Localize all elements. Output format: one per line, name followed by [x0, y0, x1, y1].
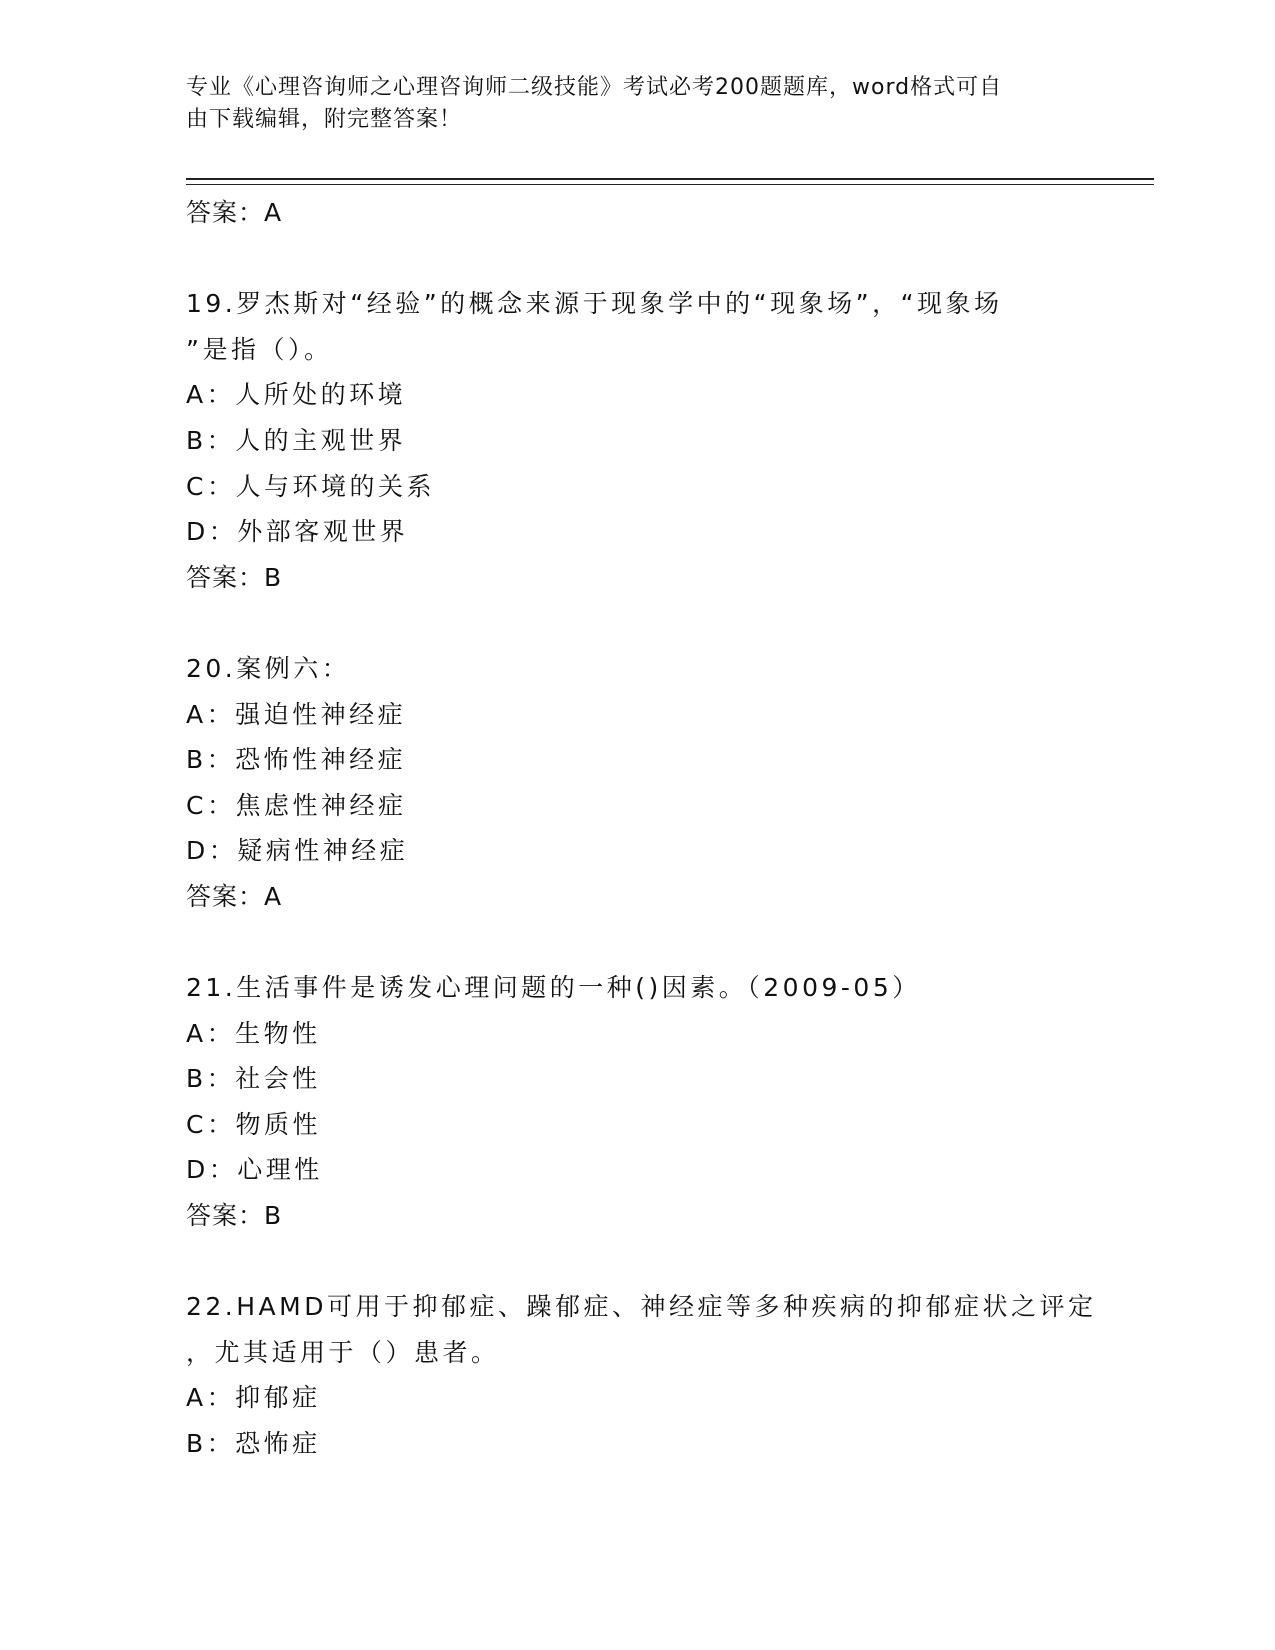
spacer — [186, 1239, 1086, 1285]
question-block — [186, 1284, 1097, 1466]
option-b: B：恐怖症 — [186, 1429, 321, 1459]
spacer — [186, 600, 1086, 646]
question-stem: 22.HAMD可用于抑郁症、躁郁症、神经症等多种疾病的抑郁症状之评定 — [186, 1292, 1097, 1322]
option-d: D：外部客观世界 — [186, 517, 409, 547]
header-rule-thick — [186, 178, 1154, 180]
spacer — [186, 920, 1086, 966]
question-block — [186, 965, 1086, 1239]
header-rule-thin — [186, 184, 1154, 185]
spacer — [186, 236, 1086, 282]
header-line-2: 由下载编辑，附完整答案！ — [186, 107, 463, 132]
question-stem: 19.罗杰斯对“经验”的概念来源于现象学中的“现象场”，“现象场 — [186, 289, 1003, 319]
option-c: C：人与环境的关系 — [186, 471, 435, 501]
document-body — [186, 190, 1097, 1467]
option-a: A：强迫性神经症 — [186, 699, 407, 729]
answer-line: 答案：B — [186, 562, 283, 592]
option-b: B：人的主观世界 — [186, 425, 407, 455]
option-a: A：抑郁症 — [186, 1383, 321, 1413]
answer-line: 答案：A — [186, 881, 283, 911]
answer-line: 答案：A — [186, 198, 283, 227]
option-a: A：人所处的环境 — [186, 380, 407, 410]
question-block — [186, 281, 1086, 600]
option-d: D：心理性 — [186, 1155, 323, 1185]
option-d: D：疑病性神经症 — [186, 836, 409, 866]
option-c: C：焦虑性神经症 — [186, 790, 407, 820]
question-stem: 20.案例六： — [186, 653, 351, 683]
question-stem: 21.生活事件是诱发心理问题的一种()因素。（2009-05） — [186, 973, 921, 1003]
header-line-1: 专业《心理咨询师之心理咨询师二级技能》考试必考200题题库，word格式可自 — [186, 75, 1003, 100]
document-header — [186, 72, 1086, 136]
question-stem-cont: ”是指（）。 — [186, 334, 333, 364]
option-b: B：恐怖性神经症 — [186, 745, 407, 775]
question-stem-cont: ，尤其适用于（）患者。 — [186, 1337, 500, 1367]
answer-line: 答案：B — [186, 1201, 283, 1231]
question-block — [186, 646, 1086, 920]
option-c: C：物质性 — [186, 1109, 321, 1139]
option-b: B：社会性 — [186, 1064, 321, 1094]
option-a: A：生物性 — [186, 1018, 321, 1048]
